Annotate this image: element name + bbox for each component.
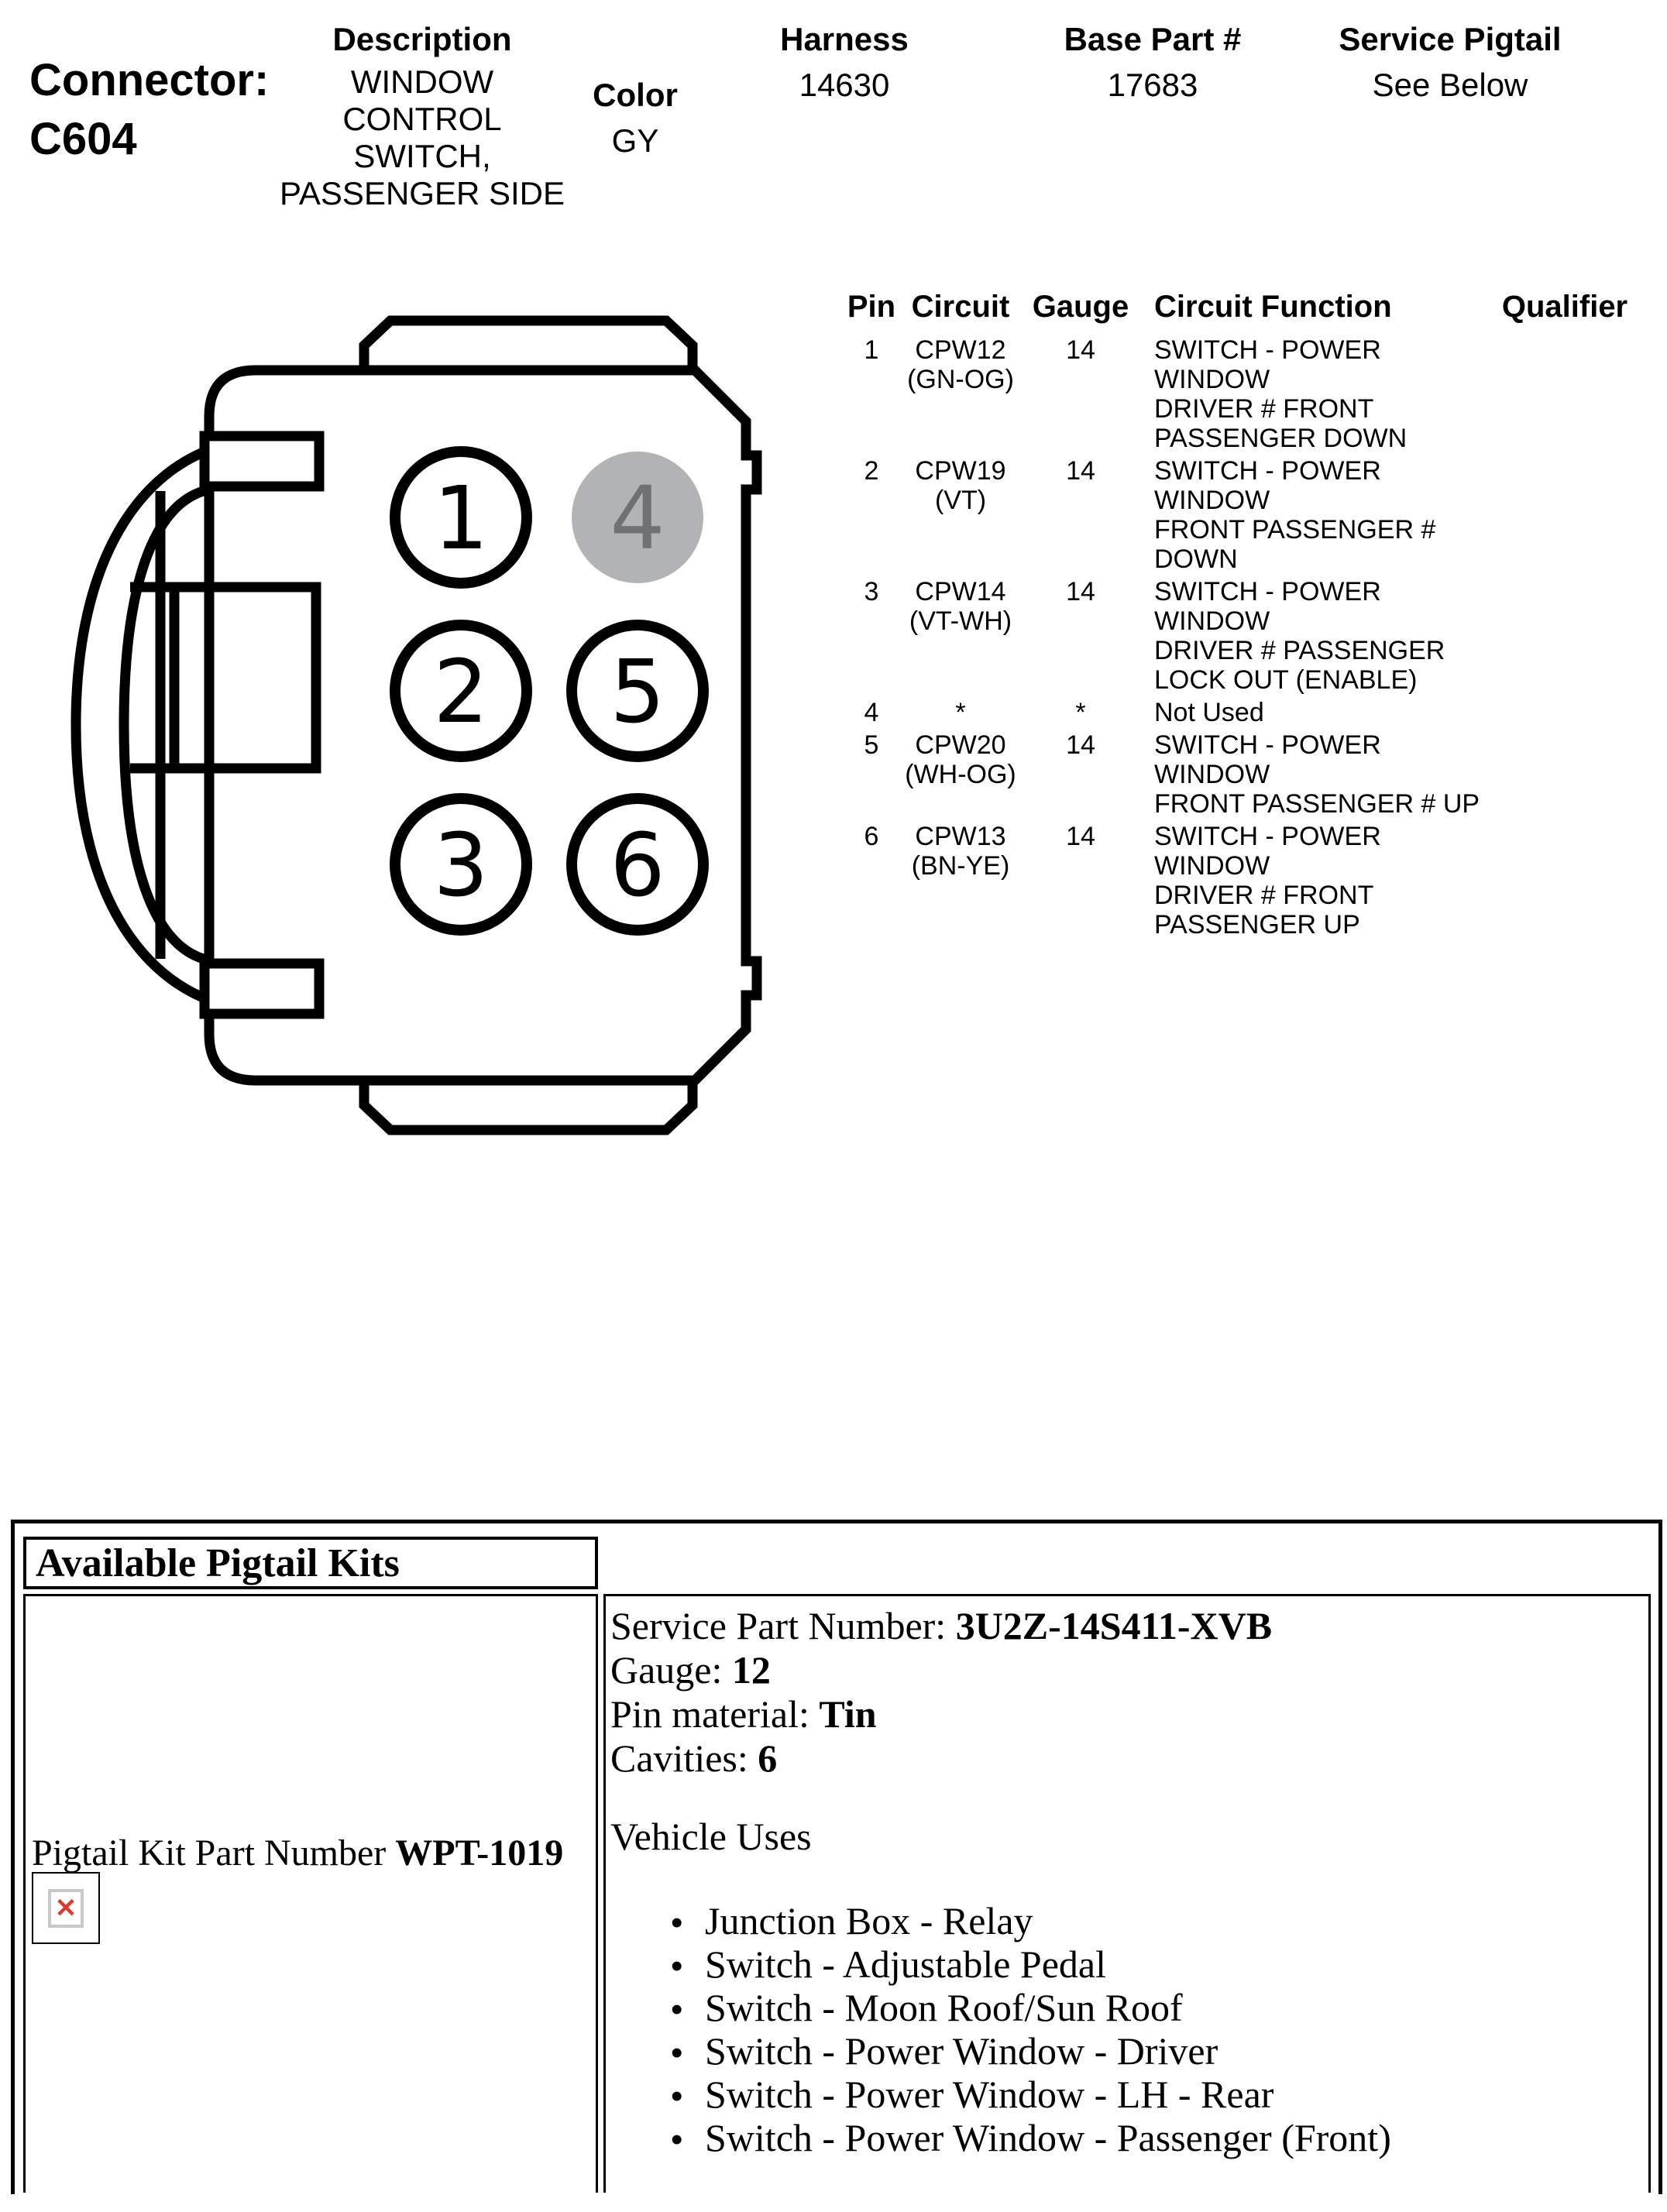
spec-label: Service Part Number: <box>610 1604 956 1647</box>
circuit-function-cell <box>1139 335 1495 453</box>
bullet-icon: • <box>671 1947 683 1985</box>
pigtail-kit-part-number: WPT-1019 <box>395 1832 564 1874</box>
pin-table-row <box>844 698 1634 727</box>
vehicle-use-item <box>671 1942 1391 1985</box>
bullet-icon: • <box>671 1990 683 2028</box>
color-label: Color <box>593 77 678 113</box>
broken-image-frame <box>48 1889 84 1928</box>
circuit-function-line: FRONT PASSENGER # <box>1154 515 1436 544</box>
pigtail-details-cell <box>603 1594 1651 2193</box>
circuit-cell <box>899 730 1023 819</box>
circuit-function-cell <box>1139 456 1495 574</box>
latch-bottom-slot <box>205 963 319 1014</box>
pigtail-table-title-cell <box>23 1537 598 1589</box>
connector-title-word: Connector: <box>29 55 270 105</box>
spec-line <box>610 1692 1272 1736</box>
qualifier-cell <box>1495 456 1634 574</box>
circuit-function-line: DRIVER # PASSENGER <box>1154 636 1445 665</box>
broken-image-icon: ✕ <box>54 1893 77 1923</box>
harness-column-label: Harness <box>780 21 909 57</box>
circuit-line: (VT) <box>934 486 987 515</box>
description-value-line: SWITCH, <box>353 138 491 174</box>
circuit-function-line: DRIVER # FRONT <box>1154 881 1374 910</box>
vehicle-use-text: Switch - Adjustable Pedal <box>705 1942 1106 1986</box>
vehicle-use-text: Switch - Power Window - LH - Rear <box>705 2073 1274 2116</box>
circuit-cell <box>899 456 1023 574</box>
qualifier-cell <box>1495 730 1634 819</box>
circuit-line: CPW13 <box>915 822 1006 851</box>
pin-number-3: 3 <box>433 816 489 916</box>
vehicle-use-text: Junction Box - Relay <box>705 1899 1033 1942</box>
pin-cell: 1 <box>864 335 879 365</box>
pin-number-1: 1 <box>433 469 489 569</box>
vehicle-uses-list <box>671 1898 1391 2159</box>
vehicle-use-text: Switch - Moon Roof/Sun Roof <box>705 1986 1183 2029</box>
pin-table-header-circuit: Circuit <box>911 290 1010 324</box>
pin-number-2: 2 <box>433 642 489 743</box>
description-column-label: Description <box>332 21 512 57</box>
pigtail-kit-line <box>32 1832 563 1874</box>
spec-value: Tin <box>819 1692 877 1736</box>
circuit-function-cell <box>1139 698 1495 727</box>
circuit-cell <box>899 822 1023 939</box>
pin-table-header-pin: Pin <box>847 290 896 324</box>
description-value <box>267 64 577 212</box>
circuit-line: CPW20 <box>915 730 1006 760</box>
circuit-line: (GN-OG) <box>907 365 1014 394</box>
pin-cell: 2 <box>864 456 879 486</box>
description-value-line: CONTROL <box>342 101 502 137</box>
vehicle-use-text: Switch - Power Window - Passenger (Front) <box>705 2116 1391 2159</box>
pin-table-rows <box>844 335 1634 943</box>
qualifier-cell <box>1495 822 1634 939</box>
circuit-function-cell <box>1139 822 1495 939</box>
description-value-line: WINDOW <box>350 64 494 100</box>
circuit-function-line: DOWN <box>1154 544 1238 574</box>
circuit-function-cell <box>1139 577 1495 695</box>
vehicle-use-item <box>671 2115 1391 2159</box>
base-part-column-label: Base Part # <box>1064 21 1242 57</box>
gauge-cell: 14 <box>1066 577 1095 606</box>
latch-top-slot <box>205 436 319 486</box>
circuit-line: (BN-YE) <box>911 851 1010 881</box>
vehicle-use-text: Switch - Power Window - Driver <box>705 2029 1218 2073</box>
vehicle-use-item <box>671 1985 1391 2028</box>
pin-cell: 4 <box>864 698 879 727</box>
qualifier-cell <box>1495 698 1634 727</box>
connector-title <box>29 51 269 169</box>
vehicle-use-item <box>671 2072 1391 2115</box>
connector-diagram <box>46 306 790 1150</box>
pin-number-6: 6 <box>610 816 665 916</box>
spec-line <box>610 1648 1272 1692</box>
spec-label: Pin material: <box>610 1692 820 1736</box>
connector-id: C604 <box>29 114 137 164</box>
spec-line <box>610 1736 1272 1781</box>
spec-value: 3U2Z-14S411-XVB <box>955 1604 1273 1647</box>
circuit-function-cell <box>1139 730 1495 819</box>
circuit-line: (VT-WH) <box>909 606 1012 636</box>
circuit-function-line: SWITCH - POWER WINDOW <box>1154 822 1381 881</box>
circuit-function-line: LOCK OUT (ENABLE) <box>1154 665 1418 695</box>
description-value-line: PASSENGER SIDE <box>280 175 565 211</box>
spec-value: 12 <box>731 1648 771 1692</box>
circuit-line: CPW12 <box>915 335 1006 365</box>
pigtail-kit-image-placeholder <box>32 1872 100 1944</box>
circuit-function-line: SWITCH - POWER WINDOW <box>1154 577 1381 636</box>
circuit-line: CPW19 <box>915 456 1006 486</box>
service-pigtail-value: See Below <box>1372 67 1528 103</box>
qualifier-cell <box>1495 577 1634 695</box>
spec-label: Cavities: <box>610 1736 758 1780</box>
pin-cell: 6 <box>864 822 879 851</box>
circuit-function-line: PASSENGER UP <box>1154 910 1360 939</box>
gauge-cell: 14 <box>1066 335 1095 365</box>
vehicle-uses-label: Vehicle Uses <box>610 1815 812 1858</box>
gauge-cell: 14 <box>1066 822 1095 851</box>
bullet-icon: • <box>671 2034 683 2072</box>
pigtail-table-title: Available Pigtail Kits <box>36 1540 400 1585</box>
circuit-function-line: Not Used <box>1154 698 1264 727</box>
pigtail-kit-cell <box>23 1594 598 2193</box>
pigtail-kit-label: Pigtail Kit Part Number <box>32 1832 396 1874</box>
circuit-cell <box>899 335 1023 453</box>
pin-table-header-function: Circuit Function <box>1154 290 1392 324</box>
bullet-icon: • <box>671 2121 683 2159</box>
gauge-cell: 14 <box>1066 456 1095 486</box>
pin-table-row <box>844 335 1634 453</box>
pin-number-4: 4 <box>610 469 665 569</box>
circuit-function-line: SWITCH - POWER WINDOW <box>1154 335 1381 394</box>
gauge-cell: * <box>1075 698 1086 727</box>
spec-label: Gauge: <box>610 1648 732 1692</box>
pin-cell: 5 <box>864 730 879 760</box>
pin-table-row <box>844 456 1634 574</box>
circuit-line: * <box>955 698 966 727</box>
circuit-function-line: SWITCH - POWER WINDOW <box>1154 456 1381 515</box>
vehicle-use-item <box>671 1898 1391 1942</box>
pin-table-row <box>844 577 1634 695</box>
circuit-function-line: PASSENGER DOWN <box>1154 424 1407 453</box>
vehicle-use-item <box>671 2028 1391 2072</box>
pin-table-header-qualifier: Qualifier <box>1501 290 1628 324</box>
circuit-function-line: DRIVER # FRONT <box>1154 394 1374 424</box>
bullet-icon: • <box>671 2077 683 2115</box>
qualifier-cell <box>1495 335 1634 453</box>
service-pigtail-column-label: Service Pigtail <box>1339 21 1562 57</box>
circuit-cell <box>899 577 1023 695</box>
pin-table-row <box>844 822 1634 939</box>
gauge-cell: 14 <box>1066 730 1095 760</box>
spec-value: 6 <box>758 1736 778 1780</box>
color-value: GY <box>611 122 659 159</box>
pin-number-5: 5 <box>610 642 665 743</box>
pigtail-spec-block <box>610 1604 1272 1781</box>
circuit-function-line: FRONT PASSENGER # UP <box>1154 789 1480 819</box>
harness-value: 14630 <box>799 67 890 103</box>
pin-table-header <box>844 290 1634 325</box>
circuit-cell <box>899 698 1023 727</box>
circuit-function-line: SWITCH - POWER WINDOW <box>1154 730 1381 789</box>
pin-table-row <box>844 730 1634 819</box>
pin-cell: 3 <box>864 577 879 606</box>
circuit-line: CPW14 <box>915 577 1006 606</box>
pin-table-header-gauge: Gauge <box>1032 290 1129 324</box>
circuit-line: (WH-OG) <box>905 760 1016 789</box>
bullet-icon: • <box>671 1904 683 1942</box>
base-part-value: 17683 <box>1107 67 1198 103</box>
spec-line <box>610 1604 1272 1648</box>
